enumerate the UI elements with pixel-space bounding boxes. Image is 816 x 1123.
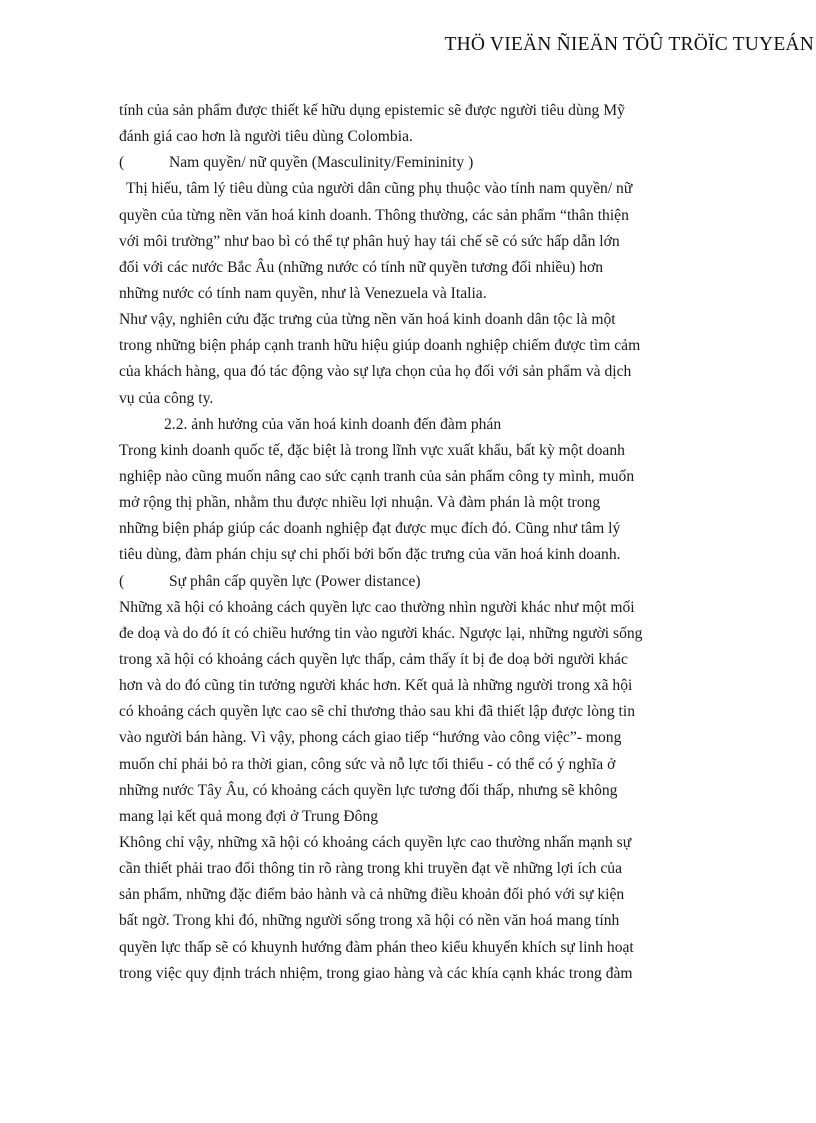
paragraph-line: nghiệp nào cũng muốn nâng cao sức cạnh tranh của sản phẩm công ty mình, muốn xyxy=(119,467,635,485)
bullet-item-masculinity xyxy=(119,150,799,176)
document-body xyxy=(119,98,799,987)
paragraph-line: những biện pháp giúp các doanh nghiệp đạt được mục đích đó. Cũng như tâm lý xyxy=(119,520,621,538)
paragraph-line: quyền lực thấp sẽ có khuynh hướng đàm phán theo kiểu khuyến khích sự linh hoạt xyxy=(119,938,634,956)
paragraph-line: Những xã hội có khoảng cách quyền lực cao thường nhìn người khác như một mối xyxy=(119,598,635,616)
bullet-text: Nam quyền/ nữ quyền (Masculinity/Femininity ) xyxy=(169,154,474,172)
paragraph-line: mở rộng thị phần, nhằm thu được nhiều lợi nhuận. Và đàm phán là một trong xyxy=(119,494,601,512)
paragraph-line: bất ngờ. Trong khi đó, những người sống trong xã hội có nền văn hoá mang tính xyxy=(119,912,620,930)
bullet-text: Sự phân cấp quyền lực (Power distance) xyxy=(169,572,421,590)
paragraph-line: có khoảng cách quyền lực cao sẽ chỉ thương thảo sau khi đã thiết lập được lòng tin xyxy=(119,703,636,721)
paragraph-line: mang lại kết quả mong đợi ở Trung Đông xyxy=(119,807,379,825)
paragraph-line: đe doạ và do đó ít có chiều hướng tin vào người khác. Ngược lại, những người sống xyxy=(119,624,643,642)
paragraph-line: cần thiết phải trao đổi thông tin rõ ràng trong khi truyền đạt về những lợi ích của xyxy=(119,860,623,878)
paragraph-line: những nước có tính nam quyền, như là Venezuela và Italia. xyxy=(119,284,487,302)
paragraph-line: sản phẩm, những đặc điểm bảo hành và cả những điều khoản đối phó với sự kiện xyxy=(119,886,625,904)
paragraph-line: hơn và do đó cũng tin tưởng người khác hơn. Kết quả là những người trong xã hội xyxy=(119,677,633,695)
bullet-mark: ( xyxy=(119,154,125,172)
paragraph-line: vụ của công ty. xyxy=(119,389,214,407)
paragraph-line: trong những biện pháp cạnh tranh hữu hiệu giúp doanh nghiệp chiếm được tìm cảm xyxy=(119,337,641,355)
paragraph-line: Không chỉ vậy, những xã hội có khoảng cách quyền lực cao thường nhấn mạnh sự xyxy=(119,833,632,851)
page-header-title: THÖ VIEÄN ÑIEÄN TÖÛ TRÖÏC TUYEÁN xyxy=(444,34,814,55)
paragraph-line: Như vậy, nghiên cứu đặc trưng của từng nền văn hoá kinh doanh dân tộc là một xyxy=(119,311,616,329)
paragraph-line: đối với các nước Bắc Âu (những nước có tính nữ quyền tương đối nhiều) hơn xyxy=(119,258,604,276)
paragraph-line: những nước Tây Âu, có khoảng cách quyền lực tương đối thấp, nhưng sẽ không xyxy=(119,781,618,799)
paragraph-line: tiêu dùng, đàm phán chịu sự chi phối bởi bốn đặc trưng của văn hoá kinh doanh. xyxy=(119,546,621,564)
section-heading: 2.2. ảnh hưởng của văn hoá kinh doanh đến đàm phán xyxy=(164,415,502,433)
paragraph-line: tính của sản phẩm được thiết kế hữu dụng epistemic sẽ được người tiêu dùng Mỹ xyxy=(119,102,625,119)
paragraph-line: Trong kinh doanh quốc tế, đặc biệt là trong lĩnh vực xuất khẩu, bất kỳ một doanh xyxy=(119,441,625,459)
paragraph-line: của khách hàng, qua đó tác động vào sự lựa chọn của họ đối với sản phẩm và dịch xyxy=(119,363,632,381)
paragraph-line: trong xã hội có khoảng cách quyền lực thấp, cảm thấy ít bị đe doạ bởi người khác xyxy=(119,650,628,668)
paragraph-line: Thị hiếu, tâm lý tiêu dùng của người dân cũng phụ thuộc vào tính nam quyền/ nữ xyxy=(126,180,633,198)
paragraph-line: với môi trường” như bao bì có thể tự phân huỷ hay tái chế sẽ có sức hấp dẫn lớn xyxy=(119,232,620,250)
paragraph-line: đánh giá cao hơn là người tiêu dùng Colombia. xyxy=(119,128,413,146)
paragraph-line: muốn chỉ phải bỏ ra thời gian, công sức và nỗ lực tối thiểu - có thể có ý nghĩa ở xyxy=(119,755,616,773)
paragraph-line: vào người bán hàng. Vì vậy, phong cách giao tiếp “hướng vào công việc”- mong xyxy=(119,729,622,747)
bullet-item-power-distance xyxy=(119,569,799,595)
paragraph-line: trong việc quy định trách nhiệm, trong giao hàng và các khía cạnh khác trong đàm xyxy=(119,964,633,982)
bullet-mark: ( xyxy=(119,572,125,590)
paragraph-line: quyền của từng nền văn hoá kinh doanh. Thông thường, các sản phẩm “thân thiện xyxy=(119,206,629,224)
